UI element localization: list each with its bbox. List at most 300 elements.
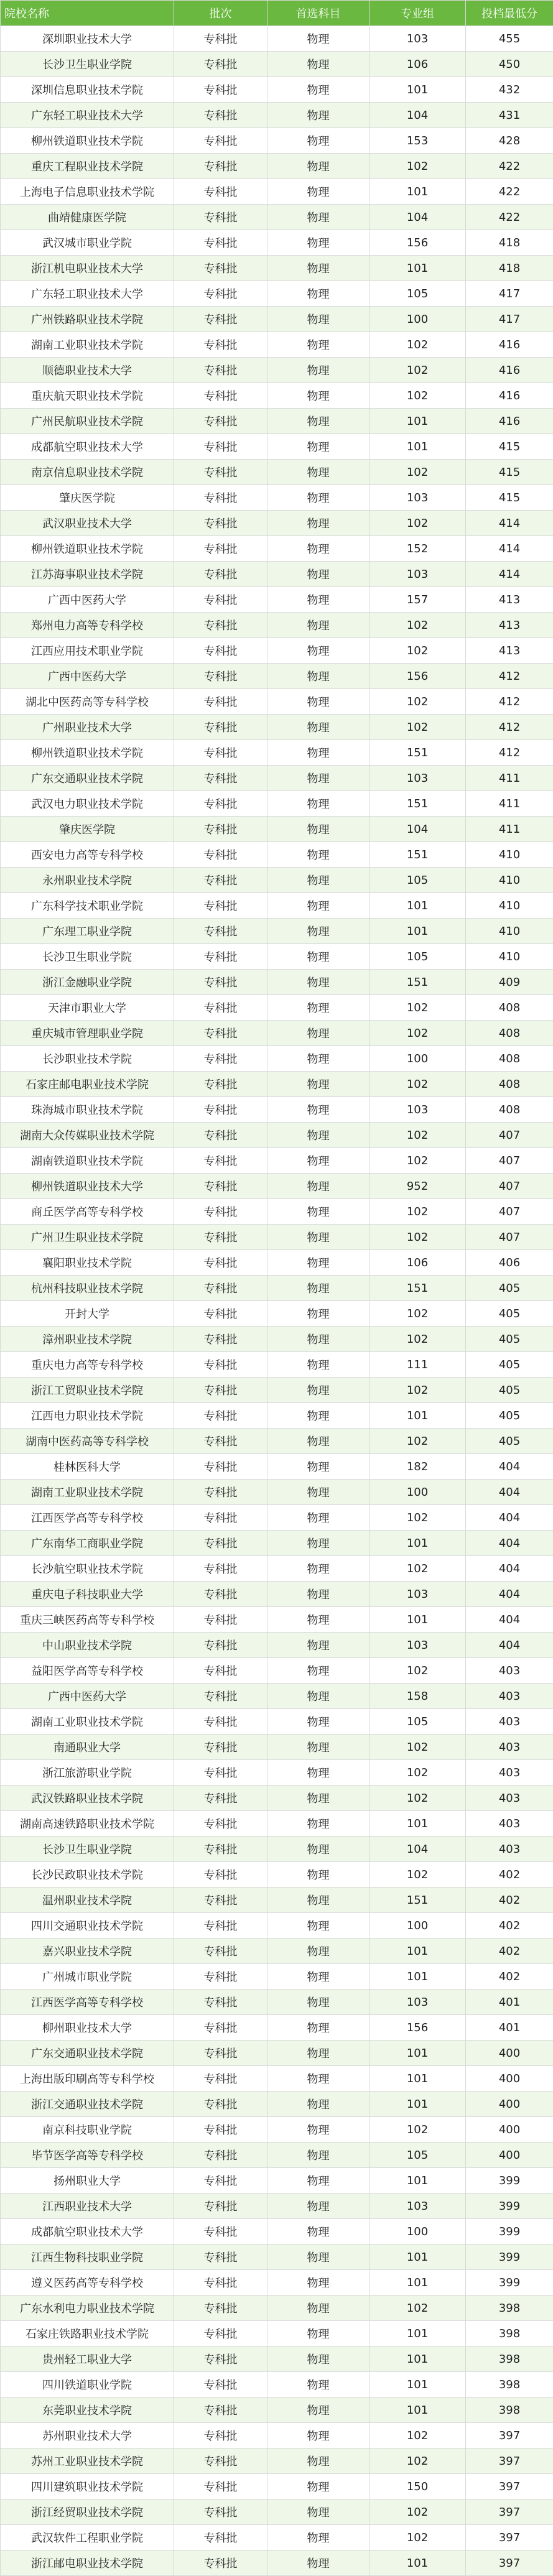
major-group-cell: 102: [369, 1225, 466, 1250]
subject-cell: 物理: [267, 1964, 369, 1990]
subject-cell: 物理: [267, 1735, 369, 1760]
major-group-cell: 102: [369, 613, 466, 638]
subject-cell: 物理: [267, 1990, 369, 2015]
batch-cell: 专科批: [174, 1607, 267, 1633]
batch-cell: 专科批: [174, 460, 267, 485]
subject-cell: 物理: [267, 2449, 369, 2474]
table-row: [1, 1505, 553, 1531]
school-name-cell: 湖南工业职业技术学院: [1, 1709, 174, 1735]
major-group-cell: 101: [369, 434, 466, 460]
min-score-cell: 409: [466, 970, 553, 995]
batch-cell: 专科批: [174, 1250, 267, 1276]
batch-cell: 专科批: [174, 358, 267, 383]
min-score-cell: 400: [466, 2117, 553, 2143]
school-name-cell: 桂林医科大学: [1, 1454, 174, 1480]
min-score-cell: 403: [466, 1837, 553, 1862]
school-name-cell: 四川建筑职业技术学院: [1, 2474, 174, 2500]
subject-cell: 物理: [267, 1786, 369, 1811]
major-group-cell: 157: [369, 587, 466, 613]
table-row: [1, 128, 553, 154]
min-score-cell: 418: [466, 256, 553, 281]
school-name-cell: 益阳医学高等专科学校: [1, 1658, 174, 1684]
subject-cell: 物理: [267, 1709, 369, 1735]
table-row: [1, 1709, 553, 1735]
min-score-cell: 411: [466, 766, 553, 791]
major-group-cell: 104: [369, 103, 466, 128]
school-name-cell: 重庆电子科技职业大学: [1, 1582, 174, 1607]
subject-cell: 物理: [267, 1327, 369, 1352]
major-group-cell: 111: [369, 1352, 466, 1378]
major-group-cell: 105: [369, 944, 466, 970]
school-name-cell: 武汉城市职业学院: [1, 230, 174, 256]
batch-cell: 专科批: [174, 205, 267, 230]
school-name-cell: 江西医学高等专科学校: [1, 1505, 174, 1531]
batch-cell: 专科批: [174, 1837, 267, 1862]
school-name-cell: 柳州铁道职业技术学院: [1, 536, 174, 562]
major-group-cell: 151: [369, 1276, 466, 1301]
batch-cell: 专科批: [174, 2270, 267, 2296]
subject-cell: 物理: [267, 1811, 369, 1837]
school-name-cell: 长沙职业技术学院: [1, 1046, 174, 1072]
batch-cell: 专科批: [174, 434, 267, 460]
subject-cell: 物理: [267, 2321, 369, 2347]
major-group-cell: 102: [369, 383, 466, 409]
min-score-cell: 399: [466, 2194, 553, 2219]
table-row: [1, 1429, 553, 1454]
batch-cell: 专科批: [174, 1633, 267, 1658]
table-row: [1, 2066, 553, 2092]
min-score-cell: 405: [466, 1301, 553, 1327]
major-group-cell: 102: [369, 1735, 466, 1760]
table-row: [1, 766, 553, 791]
major-group-cell: 101: [369, 2372, 466, 2398]
min-score-cell: 410: [466, 842, 553, 868]
batch-cell: 专科批: [174, 1684, 267, 1709]
batch-cell: 专科批: [174, 1939, 267, 1964]
table-row: [1, 2321, 553, 2347]
min-score-cell: 403: [466, 1735, 553, 1760]
table-row: [1, 1046, 553, 1072]
major-group-cell: 103: [369, 485, 466, 511]
table-row: [1, 893, 553, 919]
table-row: [1, 970, 553, 995]
subject-cell: 物理: [267, 1276, 369, 1301]
subject-cell: 物理: [267, 1862, 369, 1888]
subject-cell: 物理: [267, 1607, 369, 1633]
min-score-cell: 399: [466, 2270, 553, 2296]
school-name-cell: 广东交通职业技术学院: [1, 2041, 174, 2066]
batch-cell: 专科批: [174, 970, 267, 995]
table-row: [1, 1454, 553, 1480]
school-name-cell: 长沙民政职业技术学院: [1, 1862, 174, 1888]
major-group-cell: 100: [369, 2219, 466, 2245]
school-name-cell: 石家庄邮电职业技术学院: [1, 1072, 174, 1097]
major-group-cell: 106: [369, 52, 466, 77]
school-name-cell: 杭州科技职业技术学院: [1, 1276, 174, 1301]
min-score-cell: 407: [466, 1174, 553, 1199]
subject-cell: 物理: [267, 154, 369, 179]
min-score-cell: 413: [466, 613, 553, 638]
school-name-cell: 柳州铁道职业技术学院: [1, 740, 174, 766]
min-score-cell: 422: [466, 205, 553, 230]
batch-cell: 专科批: [174, 2015, 267, 2041]
school-name-cell: 嘉兴职业技术学院: [1, 1939, 174, 1964]
school-name-cell: 南京信息职业技术学院: [1, 460, 174, 485]
table-row: [1, 1352, 553, 1378]
table-row: [1, 587, 553, 613]
school-name-cell: 顺德职业技术大学: [1, 358, 174, 383]
school-name-cell: 江西电力职业技术学院: [1, 1403, 174, 1429]
school-name-cell: 广东理工职业学院: [1, 919, 174, 944]
major-group-cell: 101: [369, 1939, 466, 1964]
min-score-cell: 408: [466, 995, 553, 1021]
subject-cell: 物理: [267, 766, 369, 791]
min-score-cell: 404: [466, 1582, 553, 1607]
table-row: [1, 26, 553, 52]
batch-cell: 专科批: [174, 587, 267, 613]
subject-cell: 物理: [267, 919, 369, 944]
table-row: [1, 2168, 553, 2194]
subject-cell: 物理: [267, 2474, 369, 2500]
subject-cell: 物理: [267, 1633, 369, 1658]
major-group-cell: 105: [369, 1709, 466, 1735]
subject-cell: 物理: [267, 383, 369, 409]
school-name-cell: 浙江旅游职业学院: [1, 1760, 174, 1786]
school-name-cell: 石家庄铁路职业技术学院: [1, 2321, 174, 2347]
table-row: [1, 842, 553, 868]
table-row: [1, 2551, 553, 2576]
school-name-cell: 南通职业大学: [1, 1735, 174, 1760]
min-score-cell: 397: [466, 2500, 553, 2525]
subject-cell: 物理: [267, 1939, 369, 1964]
batch-cell: 专科批: [174, 868, 267, 893]
batch-cell: 专科批: [174, 1123, 267, 1148]
major-group-cell: 101: [369, 77, 466, 103]
subject-cell: 物理: [267, 1225, 369, 1250]
major-group-cell: 156: [369, 664, 466, 689]
school-name-cell: 苏州工业职业技术学院: [1, 2449, 174, 2474]
major-group-cell: 102: [369, 2423, 466, 2449]
subject-cell: 物理: [267, 26, 369, 52]
batch-cell: 专科批: [174, 1072, 267, 1097]
subject-cell: 物理: [267, 1837, 369, 1862]
header-subject: 首选科目: [267, 1, 369, 26]
batch-cell: 专科批: [174, 2551, 267, 2576]
min-score-cell: 397: [466, 2525, 553, 2551]
subject-cell: 物理: [267, 128, 369, 154]
subject-cell: 物理: [267, 1658, 369, 1684]
min-score-cell: 406: [466, 1250, 553, 1276]
batch-cell: 专科批: [174, 2041, 267, 2066]
major-group-cell: 158: [369, 1684, 466, 1709]
table-row: [1, 2500, 553, 2525]
subject-cell: 物理: [267, 230, 369, 256]
batch-cell: 专科批: [174, 409, 267, 434]
table-row: [1, 919, 553, 944]
table-row: [1, 1786, 553, 1811]
school-name-cell: 漳州职业技术学院: [1, 1327, 174, 1352]
table-row: [1, 205, 553, 230]
table-row: [1, 1658, 553, 1684]
major-group-cell: 102: [369, 154, 466, 179]
major-group-cell: 101: [369, 1964, 466, 1990]
batch-cell: 专科批: [174, 1046, 267, 1072]
batch-cell: 专科批: [174, 1225, 267, 1250]
batch-cell: 专科批: [174, 1148, 267, 1174]
min-score-cell: 410: [466, 944, 553, 970]
batch-cell: 专科批: [174, 689, 267, 715]
major-group-cell: 102: [369, 2296, 466, 2321]
school-name-cell: 武汉软件工程职业学院: [1, 2525, 174, 2551]
batch-cell: 专科批: [174, 842, 267, 868]
subject-cell: 物理: [267, 511, 369, 536]
batch-cell: 专科批: [174, 2474, 267, 2500]
table-row: [1, 1888, 553, 1913]
table-row: [1, 2092, 553, 2117]
table-row: [1, 2270, 553, 2296]
school-name-cell: 江西职业技术大学: [1, 2194, 174, 2219]
batch-cell: 专科批: [174, 2066, 267, 2092]
subject-cell: 物理: [267, 1454, 369, 1480]
min-score-cell: 400: [466, 2066, 553, 2092]
major-group-cell: 102: [369, 2525, 466, 2551]
subject-cell: 物理: [267, 2525, 369, 2551]
batch-cell: 专科批: [174, 1735, 267, 1760]
table-row: [1, 1556, 553, 1582]
school-name-cell: 长沙航空职业技术学院: [1, 1556, 174, 1582]
school-name-cell: 广州城市职业学院: [1, 1964, 174, 1990]
min-score-cell: 398: [466, 2296, 553, 2321]
major-group-cell: 102: [369, 2117, 466, 2143]
min-score-cell: 417: [466, 307, 553, 332]
batch-cell: 专科批: [174, 919, 267, 944]
major-group-cell: 102: [369, 638, 466, 664]
subject-cell: 物理: [267, 2372, 369, 2398]
table-row: [1, 868, 553, 893]
table-row: [1, 103, 553, 128]
batch-cell: 专科批: [174, 613, 267, 638]
subject-cell: 物理: [267, 613, 369, 638]
subject-cell: 物理: [267, 1352, 369, 1378]
batch-cell: 专科批: [174, 664, 267, 689]
batch-cell: 专科批: [174, 740, 267, 766]
table-row: [1, 2245, 553, 2270]
subject-cell: 物理: [267, 817, 369, 842]
batch-cell: 专科批: [174, 791, 267, 817]
header-row: [1, 1, 553, 26]
major-group-cell: 101: [369, 2321, 466, 2347]
subject-cell: 物理: [267, 1913, 369, 1939]
table-row: [1, 1327, 553, 1352]
header-school-name: 院校名称: [1, 1, 174, 26]
min-score-cell: 397: [466, 2449, 553, 2474]
school-name-cell: 浙江交通职业技术学院: [1, 2092, 174, 2117]
major-group-cell: 102: [369, 1301, 466, 1327]
min-score-cell: 405: [466, 1403, 553, 1429]
batch-cell: 专科批: [174, 1964, 267, 1990]
batch-cell: 专科批: [174, 562, 267, 587]
school-name-cell: 浙江金融职业学院: [1, 970, 174, 995]
school-name-cell: 贵州轻工职业大学: [1, 2347, 174, 2372]
table-row: [1, 944, 553, 970]
min-score-cell: 400: [466, 2143, 553, 2168]
table-row: [1, 2194, 553, 2219]
table-row: [1, 1276, 553, 1301]
major-group-cell: 101: [369, 2066, 466, 2092]
batch-cell: 专科批: [174, 2143, 267, 2168]
batch-cell: 专科批: [174, 1174, 267, 1199]
batch-cell: 专科批: [174, 179, 267, 205]
table-header: [1, 1, 553, 26]
batch-cell: 专科批: [174, 2500, 267, 2525]
min-score-cell: 397: [466, 2423, 553, 2449]
school-name-cell: 湖南大众传媒职业技术学院: [1, 1123, 174, 1148]
school-name-cell: 深圳职业技术大学: [1, 26, 174, 52]
subject-cell: 物理: [267, 893, 369, 919]
min-score-cell: 405: [466, 1378, 553, 1403]
min-score-cell: 403: [466, 1811, 553, 1837]
subject-cell: 物理: [267, 1250, 369, 1276]
major-group-cell: 101: [369, 2245, 466, 2270]
major-group-cell: 102: [369, 1760, 466, 1786]
batch-cell: 专科批: [174, 1327, 267, 1352]
table-row: [1, 230, 553, 256]
major-group-cell: 102: [369, 460, 466, 485]
table-row: [1, 1531, 553, 1556]
min-score-cell: 397: [466, 2551, 553, 2576]
subject-cell: 物理: [267, 2500, 369, 2525]
major-group-cell: 101: [369, 1811, 466, 1837]
school-name-cell: 扬州职业大学: [1, 2168, 174, 2194]
batch-cell: 专科批: [174, 1913, 267, 1939]
batch-cell: 专科批: [174, 2194, 267, 2219]
school-name-cell: 曲靖健康医学院: [1, 205, 174, 230]
school-name-cell: 武汉职业技术大学: [1, 511, 174, 536]
table-row: [1, 1862, 553, 1888]
school-name-cell: 广西中医药大学: [1, 1684, 174, 1709]
subject-cell: 物理: [267, 1301, 369, 1327]
min-score-cell: 405: [466, 1276, 553, 1301]
subject-cell: 物理: [267, 842, 369, 868]
subject-cell: 物理: [267, 791, 369, 817]
school-name-cell: 柳州铁道职业技术学院: [1, 128, 174, 154]
subject-cell: 物理: [267, 1582, 369, 1607]
school-name-cell: 苏州职业技术大学: [1, 2423, 174, 2449]
subject-cell: 物理: [267, 1097, 369, 1123]
min-score-cell: 399: [466, 2245, 553, 2270]
table-row: [1, 256, 553, 281]
batch-cell: 专科批: [174, 1658, 267, 1684]
subject-cell: 物理: [267, 1888, 369, 1913]
batch-cell: 专科批: [174, 281, 267, 307]
min-score-cell: 407: [466, 1199, 553, 1225]
table-row: [1, 434, 553, 460]
min-score-cell: 416: [466, 383, 553, 409]
school-name-cell: 毕节医学高等专科学校: [1, 2143, 174, 2168]
min-score-cell: 455: [466, 26, 553, 52]
min-score-cell: 417: [466, 281, 553, 307]
batch-cell: 专科批: [174, 383, 267, 409]
min-score-cell: 450: [466, 52, 553, 77]
table-row: [1, 689, 553, 715]
school-name-cell: 长沙卫生职业学院: [1, 1837, 174, 1862]
subject-cell: 物理: [267, 256, 369, 281]
school-name-cell: 重庆航天职业技术学院: [1, 383, 174, 409]
min-score-cell: 398: [466, 2321, 553, 2347]
min-score-cell: 397: [466, 2474, 553, 2500]
min-score-cell: 404: [466, 1607, 553, 1633]
major-group-cell: 156: [369, 2015, 466, 2041]
table-row: [1, 307, 553, 332]
batch-cell: 专科批: [174, 2449, 267, 2474]
major-group-cell: 100: [369, 1913, 466, 1939]
batch-cell: 专科批: [174, 485, 267, 511]
school-name-cell: 南京科技职业学院: [1, 2117, 174, 2143]
school-name-cell: 柳州铁道职业技术大学: [1, 1174, 174, 1199]
school-name-cell: 武汉电力职业技术学院: [1, 791, 174, 817]
major-group-cell: 102: [369, 1658, 466, 1684]
subject-cell: 物理: [267, 2398, 369, 2423]
subject-cell: 物理: [267, 2041, 369, 2066]
school-name-cell: 湖南铁道职业技术学院: [1, 1148, 174, 1174]
subject-cell: 物理: [267, 944, 369, 970]
major-group-cell: 102: [369, 1123, 466, 1148]
school-name-cell: 柳州职业技术大学: [1, 2015, 174, 2041]
subject-cell: 物理: [267, 1429, 369, 1454]
table-row: [1, 52, 553, 77]
major-group-cell: 100: [369, 307, 466, 332]
min-score-cell: 415: [466, 434, 553, 460]
table-row: [1, 358, 553, 383]
school-name-cell: 重庆城市管理职业学院: [1, 1021, 174, 1046]
min-score-cell: 398: [466, 2347, 553, 2372]
major-group-cell: 101: [369, 919, 466, 944]
batch-cell: 专科批: [174, 638, 267, 664]
school-name-cell: 西安电力高等专科学校: [1, 842, 174, 868]
subject-cell: 物理: [267, 1378, 369, 1403]
min-score-cell: 403: [466, 1658, 553, 1684]
subject-cell: 物理: [267, 103, 369, 128]
table-row: [1, 1250, 553, 1276]
major-group-cell: 102: [369, 1862, 466, 1888]
subject-cell: 物理: [267, 2219, 369, 2245]
min-score-cell: 405: [466, 1429, 553, 1454]
batch-cell: 专科批: [174, 2168, 267, 2194]
table-row: [1, 1964, 553, 1990]
subject-cell: 物理: [267, 1556, 369, 1582]
batch-cell: 专科批: [174, 2372, 267, 2398]
table-row: [1, 1990, 553, 2015]
min-score-cell: 404: [466, 1633, 553, 1658]
major-group-cell: 151: [369, 740, 466, 766]
min-score-cell: 408: [466, 1097, 553, 1123]
table-row: [1, 1174, 553, 1199]
min-score-cell: 402: [466, 1939, 553, 1964]
batch-cell: 专科批: [174, 77, 267, 103]
school-name-cell: 广州铁路职业技术学院: [1, 307, 174, 332]
subject-cell: 物理: [267, 358, 369, 383]
min-score-cell: 418: [466, 230, 553, 256]
school-name-cell: 广州卫生职业技术学院: [1, 1225, 174, 1250]
batch-cell: 专科批: [174, 1378, 267, 1403]
school-name-cell: 襄阳职业技术学院: [1, 1250, 174, 1276]
batch-cell: 专科批: [174, 2117, 267, 2143]
table-row: [1, 2525, 553, 2551]
major-group-cell: 101: [369, 2041, 466, 2066]
table-row: [1, 1582, 553, 1607]
subject-cell: 物理: [267, 689, 369, 715]
batch-cell: 专科批: [174, 1429, 267, 1454]
